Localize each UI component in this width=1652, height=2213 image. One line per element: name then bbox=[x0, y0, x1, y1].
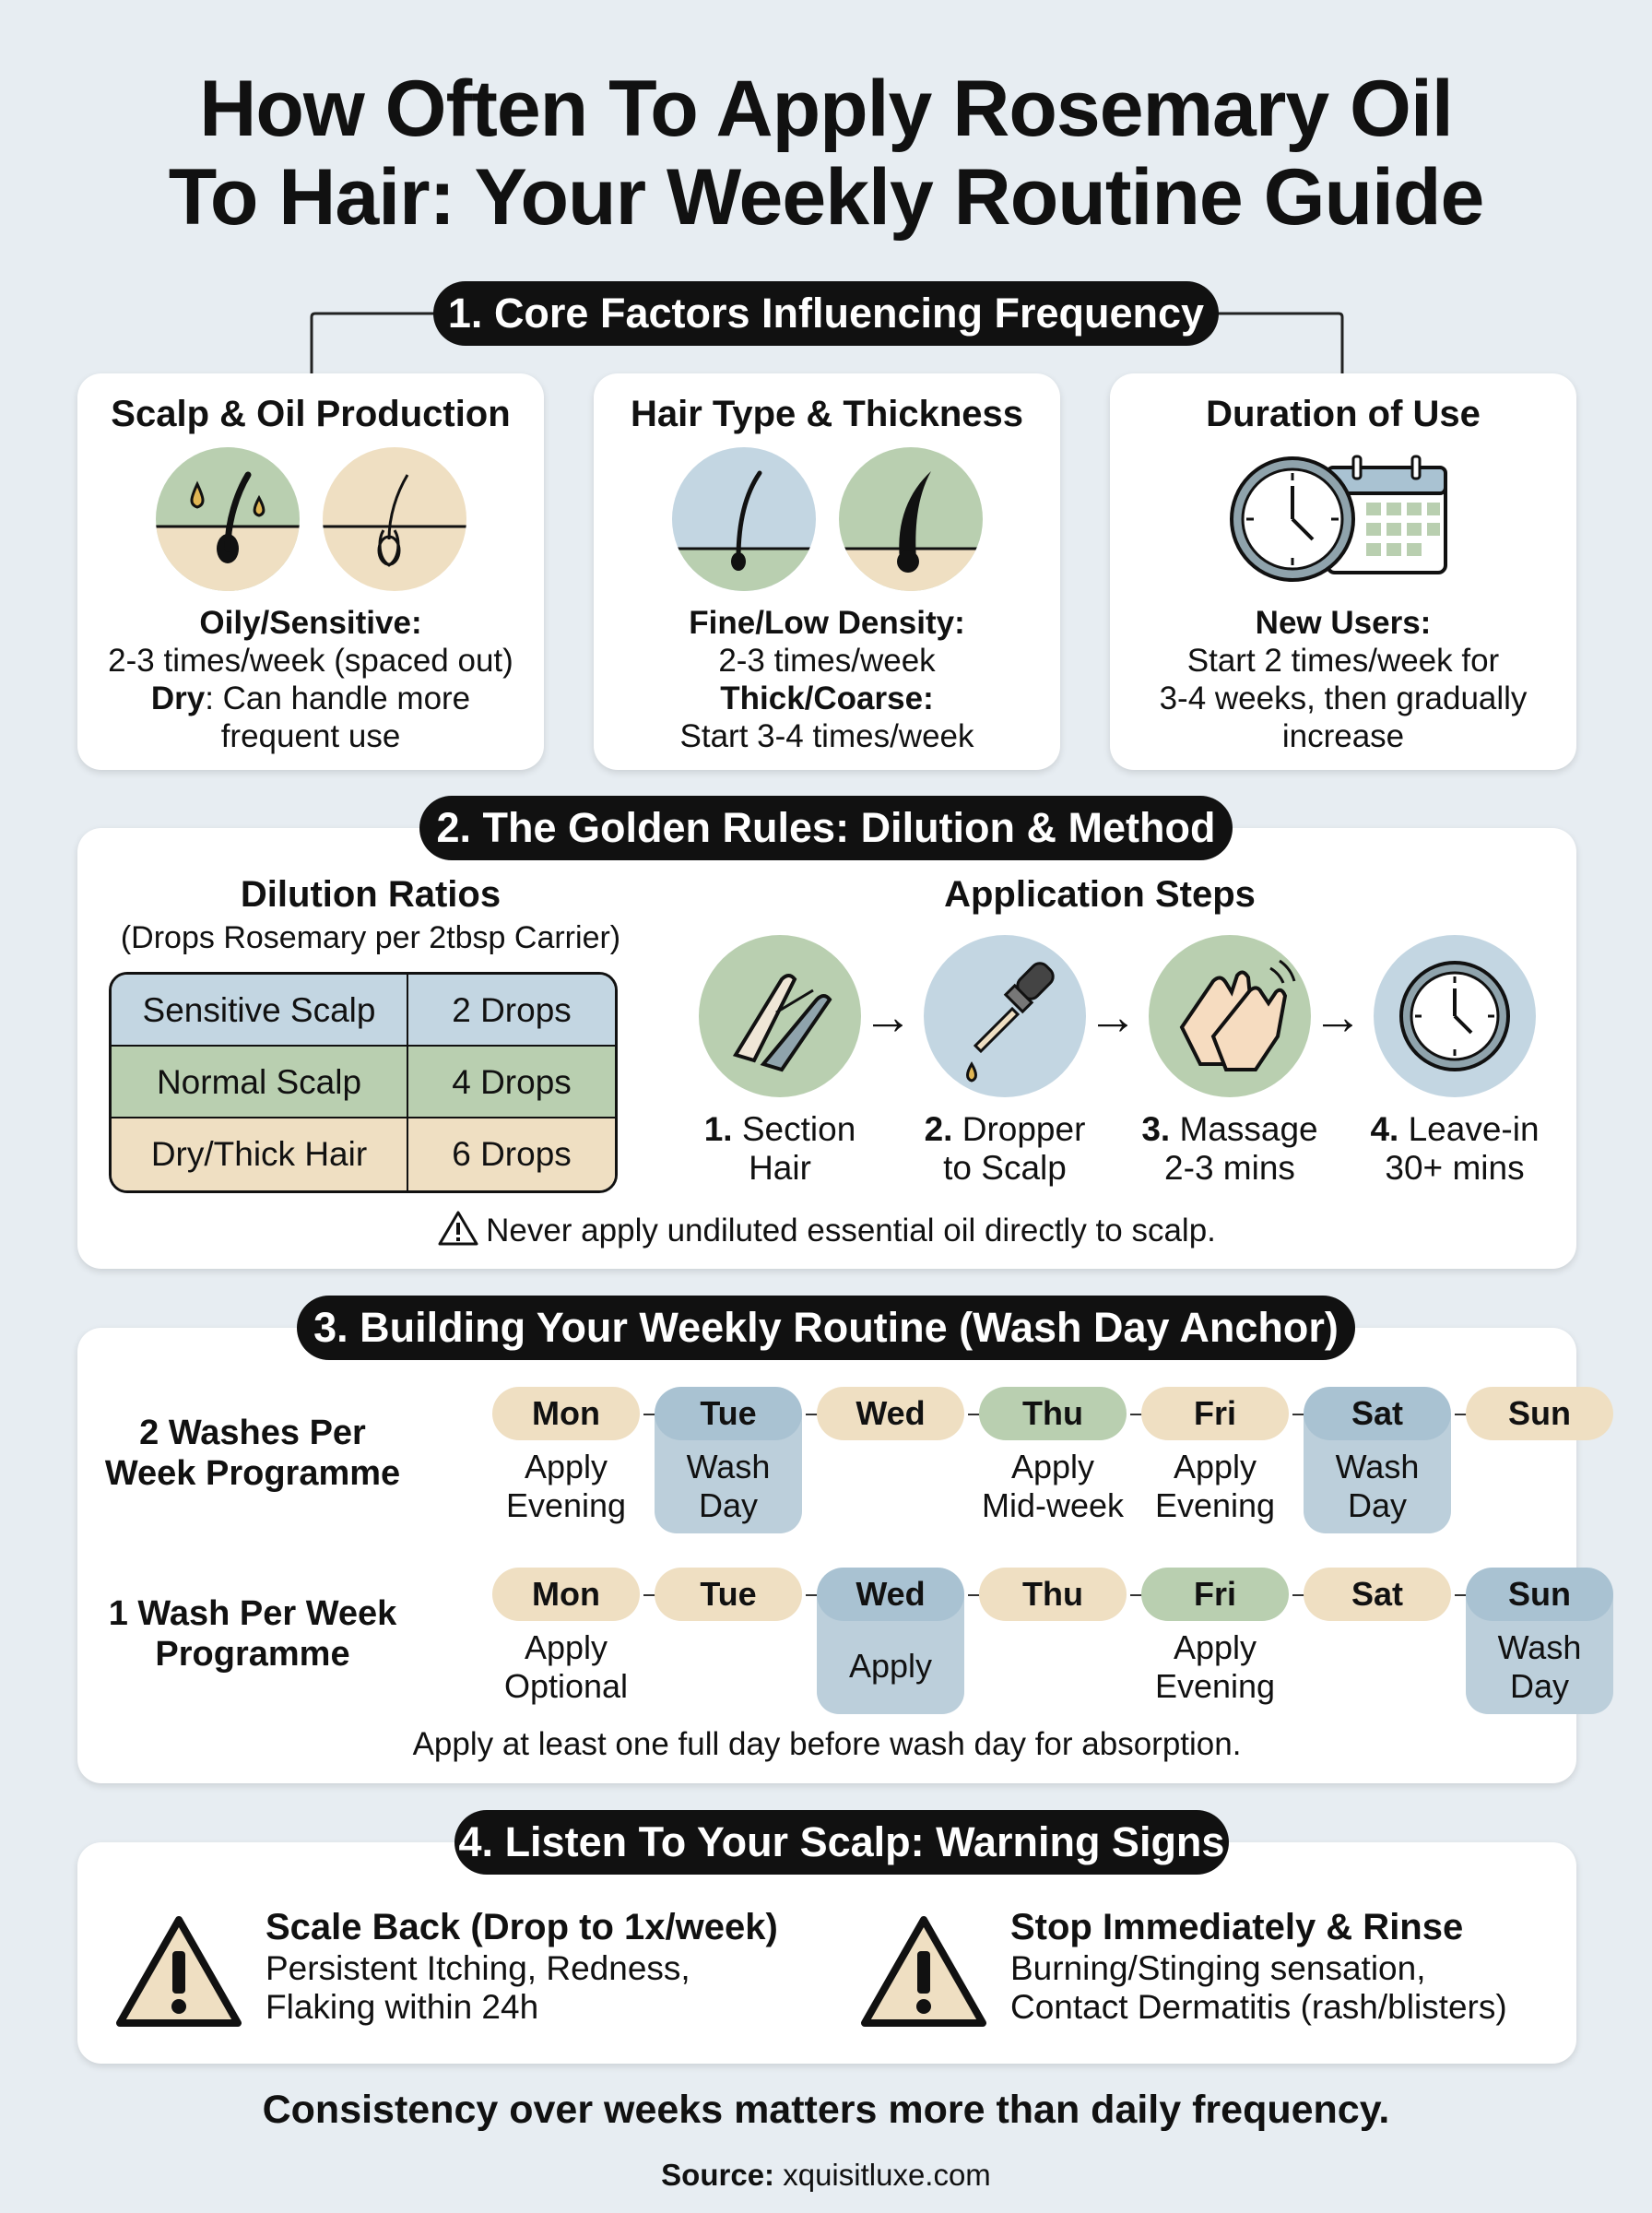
day-activity bbox=[970, 1448, 1136, 1525]
dry-scalp-follicle-icon bbox=[323, 447, 466, 591]
section4-heading: 4. Listen To Your Scalp: Warning Signs bbox=[454, 1810, 1229, 1875]
section2-heading: 2. The Golden Rules: Dilution & Method bbox=[419, 796, 1233, 860]
warning-signs-card bbox=[77, 1842, 1576, 2064]
day-activity-line: Apply bbox=[1173, 1628, 1257, 1666]
programme-label: 2 Washes Per Week Programme bbox=[104, 1414, 401, 1493]
day-pill: Tue bbox=[655, 1568, 802, 1621]
day-pill: Mon bbox=[492, 1387, 640, 1440]
day-activity-line: Day bbox=[698, 1486, 759, 1524]
section1-heading: 1. Core Factors Influencing Frequency bbox=[433, 281, 1219, 346]
arrow-icon: → bbox=[863, 989, 913, 1045]
dilution-subtitle: (Drops Rosemary per 2tbsp Carrier) bbox=[120, 920, 621, 955]
warning-icon bbox=[438, 1210, 478, 1255]
day-activity bbox=[483, 1448, 649, 1525]
fine-hair-strand-icon bbox=[672, 447, 816, 591]
page-title: How Often To Apply Rosemary Oil To Hair: Your Weekly Routine Guide bbox=[168, 65, 1484, 242]
day-activity-line: Evening bbox=[1154, 1486, 1276, 1524]
oily-scalp-follicle-icon bbox=[156, 447, 300, 591]
day-pill: Wed bbox=[817, 1387, 964, 1440]
day-pill: Thu bbox=[979, 1387, 1127, 1440]
dilution-row-label: Normal Scalp bbox=[112, 1047, 408, 1118]
day-activity-line: Optional bbox=[503, 1667, 629, 1705]
day-pill: Tue bbox=[655, 1387, 802, 1440]
day-activity-line: Evening bbox=[1154, 1667, 1276, 1705]
day-activity bbox=[1457, 1628, 1622, 1706]
warning-triangle-icon bbox=[859, 1914, 988, 2033]
dropper-icon bbox=[924, 935, 1086, 1097]
day-pill: Wed bbox=[817, 1568, 964, 1621]
hair-clips-icon bbox=[699, 935, 861, 1097]
thick-hair-strand-icon bbox=[839, 447, 983, 591]
day-activity-line: Evening bbox=[505, 1486, 627, 1524]
golden-rules-card bbox=[77, 828, 1576, 1269]
programme-label: 1 Wash Per Week Programme bbox=[108, 1594, 397, 1674]
day-pill: Sun bbox=[1466, 1387, 1613, 1440]
dilution-table bbox=[109, 972, 618, 1193]
day-activity-line: Wash bbox=[1497, 1628, 1582, 1666]
massage-hands-icon bbox=[1149, 935, 1311, 1097]
day-activity-line: Apply bbox=[524, 1448, 608, 1485]
day-activity bbox=[1294, 1448, 1460, 1525]
day-pill: Fri bbox=[1141, 1568, 1289, 1621]
day-pill: Sun bbox=[1466, 1568, 1613, 1621]
clock-calendar-icon bbox=[1228, 455, 1458, 590]
day-pill: Mon bbox=[492, 1568, 640, 1621]
footer-tagline: Consistency over weeks matters more than daily frequency. bbox=[262, 2088, 1390, 2132]
day-activity-line: Wash bbox=[1335, 1448, 1420, 1485]
day-activity-line: Mid-week bbox=[981, 1486, 1125, 1524]
arrow-icon: → bbox=[1313, 989, 1363, 1045]
warning-item: Scale Back (Drop to 1x/week) Persistent Itching, Redness, Flaking within 24h bbox=[266, 1907, 778, 2026]
day-pill: Fri bbox=[1141, 1387, 1289, 1440]
dilution-title: Dilution Ratios bbox=[240, 874, 502, 915]
day-activity-line: Apply bbox=[1173, 1448, 1257, 1485]
section3-heading: 3. Building Your Weekly Routine (Wash Day Anchor) bbox=[297, 1296, 1355, 1360]
dilution-row-label: Dry/Thick Hair bbox=[112, 1118, 408, 1190]
day-activity-line: Day bbox=[1509, 1667, 1570, 1705]
factor-card-title: Duration of Use bbox=[1206, 394, 1481, 434]
day-activity-line: Apply bbox=[848, 1647, 933, 1685]
step-label: 1. Section Hair bbox=[703, 1110, 856, 1187]
factor-card-title: Hair Type & Thickness bbox=[630, 394, 1024, 434]
day-pill: Thu bbox=[979, 1568, 1127, 1621]
weekly-routine-card bbox=[77, 1328, 1582, 1783]
step-label: 3. Massage 2-3 mins bbox=[1141, 1110, 1318, 1187]
day-activity-line: Wash bbox=[686, 1448, 771, 1485]
warning-triangle-icon bbox=[114, 1914, 243, 2033]
clock-icon bbox=[1374, 935, 1536, 1097]
dilution-row-value: 6 Drops bbox=[408, 1118, 615, 1190]
factor-card-scalp: Scalp & Oil Production Oily/Sensitive: 2-3 times/week (spaced out) Dry: Can handle more frequent use bbox=[77, 373, 544, 770]
day-activity bbox=[808, 1647, 974, 1686]
day-activity bbox=[645, 1448, 811, 1525]
day-pill: Sat bbox=[1304, 1387, 1451, 1440]
day-activity-line: Apply bbox=[1010, 1448, 1095, 1485]
day-pill: Sat bbox=[1304, 1568, 1451, 1621]
step-label: 4. Leave-in 30+ mins bbox=[1370, 1110, 1540, 1187]
footer-source: Source: xquisitluxe.com bbox=[661, 2158, 991, 2192]
day-activity-line: Day bbox=[1347, 1486, 1408, 1524]
dilution-row-value: 4 Drops bbox=[408, 1047, 615, 1118]
day-activity bbox=[1132, 1448, 1298, 1525]
arrow-icon: → bbox=[1088, 989, 1138, 1045]
factor-card-hair-type: Hair Type & Thickness Fine/Low Density: 2-3 times/week Thick/Coarse: Start 3-4 times/week bbox=[594, 373, 1060, 770]
dilution-row-value: 2 Drops bbox=[408, 975, 615, 1047]
steps-title: Application Steps bbox=[944, 874, 1256, 915]
factor-card-title: Scalp & Oil Production bbox=[111, 394, 511, 434]
day-activity-line: Apply bbox=[524, 1628, 608, 1666]
factor-card-duration: Duration of Use New Users: Start 2 times/week for 3-4 weeks, then gradually increase bbox=[1110, 373, 1576, 770]
routine-note: Apply at least one full day before wash day for absorption. bbox=[412, 1726, 1242, 1762]
day-activity bbox=[1132, 1628, 1298, 1706]
warning-item: Stop Immediately & Rinse Burning/Stinging sensation, Contact Dermatitis (rash/blisters) bbox=[1010, 1907, 1507, 2026]
day-activity bbox=[483, 1628, 649, 1706]
dilution-row-label: Sensitive Scalp bbox=[112, 975, 408, 1047]
step-label: 2. Dropper to Scalp bbox=[924, 1110, 1086, 1187]
dilution-warning: Never apply undiluted essential oil directly to scalp. bbox=[77, 1210, 1576, 1255]
